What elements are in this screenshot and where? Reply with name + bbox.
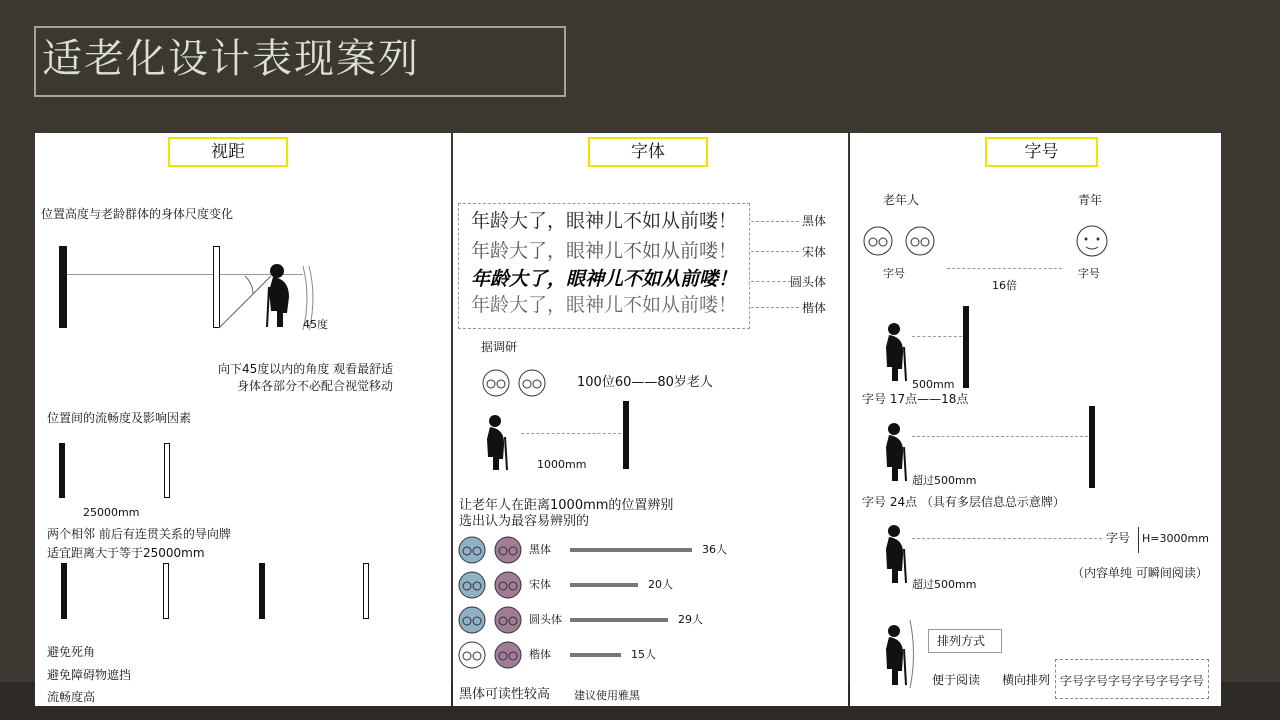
leader-line [751, 307, 799, 308]
result-font-label: 宋体 [529, 578, 551, 591]
size-3-note: （内容单纯 可瞬间阅读） [1072, 566, 1208, 580]
result-bar [570, 653, 621, 657]
sign-pole-white [163, 563, 169, 619]
result-count-label: 29人 [678, 613, 703, 626]
result-font-label: 圆头体 [529, 613, 562, 626]
flow-note-1: 两个相邻 前后有连贯关系的导向牌 [47, 527, 231, 541]
elder-silhouette-icon [882, 525, 908, 585]
result-faces-icon [457, 570, 527, 600]
sample-chars: 字号字号字号字号字号字号 [1060, 674, 1205, 688]
sign-pole-white [164, 443, 170, 498]
panel-header-font-size: 字号 [985, 137, 1098, 167]
sign-pole-black [623, 401, 629, 469]
elder-faces-icon [481, 368, 551, 400]
sign-pole-black [59, 443, 65, 498]
sign-pole-white [363, 563, 369, 619]
result-font-label: 楷体 [529, 648, 551, 661]
flow-note-2: 适宜距离大于等于25000mm [47, 546, 205, 560]
result-font-label: 黑体 [529, 543, 551, 556]
result-bar [570, 618, 668, 622]
tip-item-2: 避免障碍物遮挡 [47, 668, 132, 682]
survey-title: 据调研 [481, 340, 518, 354]
font-label-heiti: 黑体 [802, 214, 827, 228]
youth-face-icon [1074, 223, 1110, 259]
size-ratio: 16倍 [992, 279, 1017, 292]
tip-item-3: 流畅度高 [47, 690, 96, 704]
distance-3: 超过500mm [912, 578, 977, 591]
elder-silhouette-icon [263, 263, 295, 329]
result-count-label: 36人 [702, 543, 727, 556]
size-2: 字号 24点 （具有多层信息总示意牌） [862, 495, 1065, 509]
distance-1: 500mm [912, 378, 955, 391]
sign-pole-black [61, 563, 67, 619]
result-faces-icon [457, 535, 527, 565]
font-sample-kaiti: 年龄大了，眼神儿不如从前喽！ [471, 294, 738, 316]
easy-read-label: 便于阅读 [932, 673, 981, 687]
result-faces-icon [457, 640, 527, 670]
vision-arc [908, 618, 918, 690]
result-faces-icon [457, 605, 527, 635]
elder-silhouette-icon [483, 415, 509, 471]
conclusion: 黑体可读性较高 [459, 687, 551, 702]
tip-item-1: 避免死角 [47, 645, 96, 659]
section-title-height: 位置高度与老龄群体的身体尺度变化 [41, 207, 234, 221]
arrangement-label: 排列方式 [937, 634, 986, 648]
survey-question-2: 选出认为最容易辨别的 [459, 514, 590, 529]
youth-size-label: 字号 [1078, 267, 1100, 280]
viewing-note-1: 向下45度以内的角度 观看最舒适 [218, 362, 394, 376]
elder-silhouette-icon [882, 323, 908, 383]
size-3-label: 字号 [1106, 531, 1131, 545]
comparison-line [947, 268, 1062, 269]
distance-2: 超过500mm [912, 474, 977, 487]
result-bar [570, 548, 692, 552]
angle-label: 45度 [303, 318, 328, 331]
distance-line [912, 336, 962, 337]
distance-label: 25000mm [83, 506, 140, 519]
height-value: H=3000mm [1142, 532, 1209, 545]
panel-viewing-distance [35, 133, 451, 706]
height-marker [1138, 527, 1139, 553]
elder-size-label: 字号 [883, 267, 905, 280]
viewing-note-2: 身体各部分不必配合视觉移动 [237, 379, 394, 393]
survey-distance: 1000mm [537, 458, 587, 471]
font-label-songti: 宋体 [802, 245, 827, 259]
page-title: 适老化设计表现案列 [42, 36, 420, 82]
elder-silhouette-icon [882, 423, 908, 483]
result-count-label: 20人 [648, 578, 673, 591]
distance-line [912, 436, 1088, 437]
section-title-flow: 位置间的流畅度及影响因素 [47, 411, 192, 425]
sign-pole-black [1089, 406, 1095, 488]
panel-header-viewing-distance: 视距 [168, 137, 288, 167]
panel-typeface [453, 133, 848, 706]
elder-faces-icon [862, 225, 942, 259]
youth-label: 青年 [1078, 193, 1103, 207]
size-1: 字号 17点——18点 [862, 392, 969, 406]
horizontal-label: 横向排列 [1002, 673, 1051, 687]
result-count-label: 15人 [631, 648, 656, 661]
result-bar [570, 583, 638, 587]
font-label-kaiti: 楷体 [802, 301, 827, 315]
leader-line [751, 281, 791, 282]
survey-question-1: 让老年人在距离1000mm的位置辨别 [459, 498, 674, 513]
sign-pole-black [259, 563, 265, 619]
elder-label: 老年人 [883, 193, 920, 207]
distance-line [912, 538, 1102, 539]
sign-pole-black [59, 246, 67, 328]
panel-font-size [850, 133, 1221, 706]
leader-line [751, 221, 799, 222]
distance-line [521, 433, 621, 434]
font-label-round: 圆头体 [790, 275, 827, 289]
sign-pole-black [963, 306, 969, 388]
font-sample-round: 年龄大了，眼神儿不如从前喽！ [471, 268, 738, 290]
survey-people: 100位60——80岁老人 [577, 375, 713, 390]
font-sample-heiti: 年龄大了，眼神儿不如从前喽！ [471, 210, 738, 232]
font-sample-songti: 年龄大了，眼神儿不如从前喽！ [471, 240, 738, 262]
suggestion: 建议使用雅黑 [574, 689, 640, 702]
leader-line [751, 251, 799, 252]
panel-header-typeface: 字体 [588, 137, 708, 167]
